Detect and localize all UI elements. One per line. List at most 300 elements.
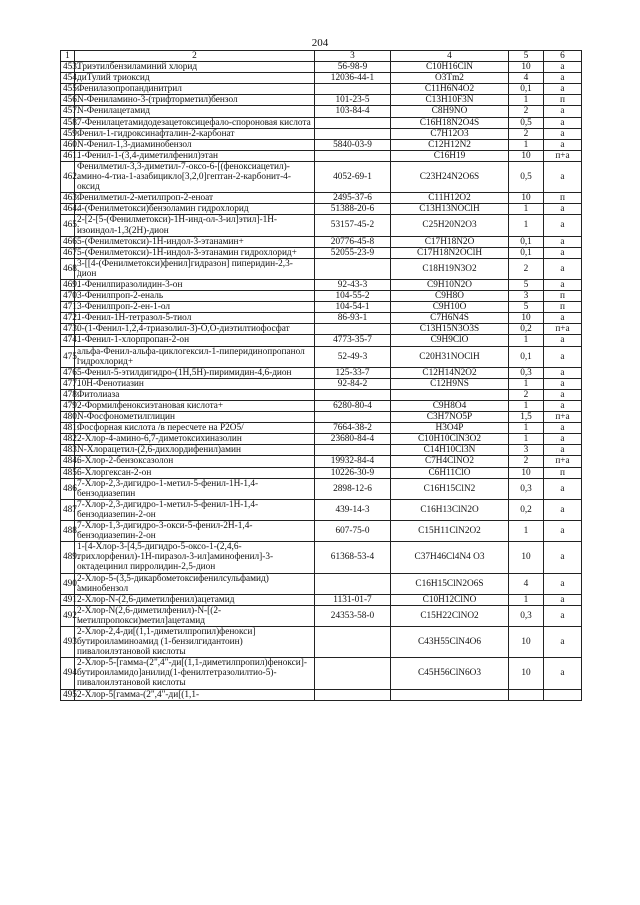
class-cell: a — [544, 658, 582, 689]
substance-name: 7-Хлор-2,3-дигидро-1-метил-5-фенил-1Н-1,4-бензодиазепин-2-он — [75, 499, 315, 520]
value-cell: 2 — [509, 106, 544, 117]
cas-number: 7664-38-2 — [315, 423, 391, 434]
cas-number: 51388-20-6 — [315, 204, 391, 215]
value-cell: 0,5 — [509, 161, 544, 192]
cas-number: 607-75-0 — [315, 521, 391, 542]
row-number: 460. — [61, 139, 75, 150]
class-cell: a — [544, 161, 582, 192]
row-number: 491. — [61, 594, 75, 605]
table-row — [61, 291, 582, 302]
cas-number — [315, 573, 391, 594]
class-cell: a — [544, 73, 582, 84]
substance-name: Фитолиаза — [75, 389, 315, 400]
substance-name: 10Н-Фенотиазин — [75, 378, 315, 389]
value-cell: 5 — [509, 279, 544, 290]
column-header: 1 — [61, 51, 75, 62]
row-number: 486. — [61, 478, 75, 499]
table-row — [61, 456, 582, 467]
chemical-formula: C13H13NOClH — [391, 204, 509, 215]
row-number: 453. — [61, 62, 75, 73]
value-cell: 0,5 — [509, 117, 544, 128]
cas-number: 20776-45-8 — [315, 236, 391, 247]
row-number: 471. — [61, 302, 75, 313]
table-row — [61, 215, 582, 236]
row-number: 466. — [61, 236, 75, 247]
chemical-formula — [391, 389, 509, 400]
chemical-formula: C12H9NS — [391, 378, 509, 389]
value-cell: 2 — [509, 258, 544, 279]
cas-number: 23680-84-4 — [315, 434, 391, 445]
chemical-formula: C8H9NO — [391, 106, 509, 117]
cas-number — [315, 412, 391, 423]
cas-number — [315, 658, 391, 689]
value-cell: 4 — [509, 573, 544, 594]
row-number: 454. — [61, 73, 75, 84]
table-row — [61, 434, 582, 445]
table-row — [61, 324, 582, 335]
row-number: 472. — [61, 313, 75, 324]
table-row — [61, 346, 582, 367]
substance-name: N-Фенил-1,3-диаминобензол — [75, 139, 315, 150]
row-number: 464. — [61, 204, 75, 215]
value-cell: 1 — [509, 521, 544, 542]
substance-name: N-Хлорацетил-(2,6-дихлордифенил)амин — [75, 445, 315, 456]
chemical-formula: C18H19N3O2 — [391, 258, 509, 279]
substance-name: 2-[2-[5-(Фенилметокси)-1Н-инд-ол-3-ил]этил]-1Н-изоиндол-1,3(2Н)-дион — [75, 215, 315, 236]
substance-name: 6-Хлоргексан-2-он — [75, 467, 315, 478]
value-cell: 10 — [509, 626, 544, 657]
value-cell: 1 — [509, 378, 544, 389]
table-row — [61, 204, 582, 215]
class-cell: a — [544, 401, 582, 412]
value-cell: 4 — [509, 73, 544, 84]
cas-number: 92-84-2 — [315, 378, 391, 389]
substance-name: 5-Фенил-5-этилдигидро-(1Н,5Н)-пиримидин-4,6-дион — [75, 367, 315, 378]
class-cell: a — [544, 258, 582, 279]
row-number: 485. — [61, 467, 75, 478]
class-cell: a — [544, 215, 582, 236]
class-cell: a — [544, 139, 582, 150]
value-cell: 10 — [509, 467, 544, 478]
chemical-formula: C20H31NOClH — [391, 346, 509, 367]
chemical-formula: C9H9ClO — [391, 335, 509, 346]
class-cell: a — [544, 128, 582, 139]
class-cell: a — [544, 279, 582, 290]
class-cell: п — [544, 467, 582, 478]
value-cell: 0,1 — [509, 247, 544, 258]
table-row — [61, 236, 582, 247]
class-cell: a — [544, 62, 582, 73]
chemical-formula: C16H15ClN2O6S — [391, 573, 509, 594]
table-row — [61, 117, 582, 128]
row-number: 458. — [61, 117, 75, 128]
table-row — [61, 573, 582, 594]
substance-name: Фенил-1-гидроксинафталин-2-карбонат — [75, 128, 315, 139]
table-row — [61, 313, 582, 324]
cas-number: 1131-01-7 — [315, 594, 391, 605]
substance-name: диТулий триоксид — [75, 73, 315, 84]
cas-number: 52055-23-9 — [315, 247, 391, 258]
class-cell: п+а — [544, 324, 582, 335]
substance-name: 2-Хлор-2,4-ди[(1,1-диметилпропил)фенокси] бутироиламиноамид (1-бензилгидантоин) пивалоилэтановой кислоты — [75, 626, 315, 657]
row-number: 455. — [61, 84, 75, 95]
row-number: 481. — [61, 423, 75, 434]
cas-number: 104-54-1 — [315, 302, 391, 313]
table-row — [61, 193, 582, 204]
chemical-formula: C16H13ClN2O — [391, 499, 509, 520]
chemical-formula: C14H10Cl3N — [391, 445, 509, 456]
column-header: 6 — [544, 51, 582, 62]
substance-name: Фенилметил-2-метилпроп-2-еноат — [75, 193, 315, 204]
value-cell: 1 — [509, 215, 544, 236]
class-cell: a — [544, 313, 582, 324]
class-cell: a — [544, 445, 582, 456]
table-row — [61, 401, 582, 412]
row-number: 492. — [61, 605, 75, 626]
cas-number: 4052-69-1 — [315, 161, 391, 192]
chemical-formula: O3Tm2 — [391, 73, 509, 84]
chemical-formula: H3O4P — [391, 423, 509, 434]
chemical-formula: C7H4ClNO2 — [391, 456, 509, 467]
row-number: 493. — [61, 626, 75, 657]
page-number: 204 — [311, 37, 329, 49]
value-cell: 10 — [509, 62, 544, 73]
class-cell: a — [544, 247, 582, 258]
substance-name: Фенилметил-3,3-диметил-7-оксо-6-[(феноксиацетил)-амино-4-тиа-1-азабицикло[3,2,0]гептан-2-карбонит-4-оксид — [75, 161, 315, 192]
chemical-formula: C43H55ClN4O6 — [391, 626, 509, 657]
class-cell: a — [544, 499, 582, 520]
class-cell: a — [544, 542, 582, 573]
table-row — [61, 689, 582, 700]
table-row — [61, 62, 582, 73]
cas-number: 12036-44-1 — [315, 73, 391, 84]
table-row — [61, 658, 582, 689]
cas-number — [315, 84, 391, 95]
row-number: 463. — [61, 193, 75, 204]
value-cell: 0,3 — [509, 367, 544, 378]
table-row — [61, 161, 582, 192]
value-cell: 1 — [509, 401, 544, 412]
row-number: 468. — [61, 258, 75, 279]
substance-name: 1-Фенилпиразолидин-3-он — [75, 279, 315, 290]
value-cell: 0,1 — [509, 346, 544, 367]
row-number: 477. — [61, 378, 75, 389]
table-header-row — [61, 51, 582, 62]
value-cell: 0,1 — [509, 236, 544, 247]
cas-number — [315, 258, 391, 279]
chemical-formula: C13H15N3O3S — [391, 324, 509, 335]
class-cell: a — [544, 84, 582, 95]
chemical-formula: C25H20N2O3 — [391, 215, 509, 236]
table-row — [61, 95, 582, 106]
class-cell: a — [544, 117, 582, 128]
cas-number: 56-98-9 — [315, 62, 391, 73]
substance-name: 1-Фенил-1-хлорпропан-2-он — [75, 335, 315, 346]
substance-name: Фенилазопропандинитрил — [75, 84, 315, 95]
chemical-formula: C45H56ClN6O3 — [391, 658, 509, 689]
row-number: 459. — [61, 128, 75, 139]
chemical-formula: C15H11ClN2O2 — [391, 521, 509, 542]
table-row — [61, 150, 582, 161]
class-cell: a — [544, 236, 582, 247]
chemical-formula: C3H7NO5P — [391, 412, 509, 423]
row-number: 478. — [61, 389, 75, 400]
cas-number: 2495-37-6 — [315, 193, 391, 204]
substance-name: 1-Фенил-1Н-тетразол-5-тиол — [75, 313, 315, 324]
table-row — [61, 521, 582, 542]
class-cell: a — [544, 594, 582, 605]
table-row — [61, 478, 582, 499]
row-number: 484. — [61, 456, 75, 467]
substance-name: 7-Хлор-1,3-дигидро-3-окси-5-фенил-2Н-1,4-бензодиазепин-2-он — [75, 521, 315, 542]
chemical-formula: C12H12N2 — [391, 139, 509, 150]
value-cell: 1 — [509, 204, 544, 215]
row-number: 461. — [61, 150, 75, 161]
substance-name: 6-Хлор-2-бензоксазолон — [75, 456, 315, 467]
class-cell: п — [544, 193, 582, 204]
value-cell: 3 — [509, 291, 544, 302]
value-cell: 3 — [509, 445, 544, 456]
chemical-formula: C10H16ClN — [391, 62, 509, 73]
row-number: 476. — [61, 367, 75, 378]
value-cell: 0,2 — [509, 324, 544, 335]
substance-name: N-Фосфонометилглицин — [75, 412, 315, 423]
substance-name: 2-Хлор-5[гамма-(2",4"-ди[(1,1- — [75, 689, 315, 700]
substance-name: 3-Фенилпроп-2-еналь — [75, 291, 315, 302]
table-row — [61, 279, 582, 290]
table-row — [61, 423, 582, 434]
chemical-formula: C7H12O3 — [391, 128, 509, 139]
class-cell: a — [544, 478, 582, 499]
value-cell: 2 — [509, 456, 544, 467]
chemical-formula: C10H12ClNO — [391, 594, 509, 605]
value-cell: 0,3 — [509, 478, 544, 499]
value-cell: 0,1 — [509, 84, 544, 95]
chemical-formula: C9H10O — [391, 302, 509, 313]
cas-number: 4773-35-7 — [315, 335, 391, 346]
cas-number — [315, 389, 391, 400]
substance-name: 0-(1-Фенил-1,2,4-триазолил-3)-О,О-диэтилтиофосфат — [75, 324, 315, 335]
value-cell: 10 — [509, 150, 544, 161]
cas-number: 19932-84-4 — [315, 456, 391, 467]
substance-name: N-Фенилацетамид — [75, 106, 315, 117]
substance-name: Триэтилбензиламиний хлорид — [75, 62, 315, 73]
chemical-formula: C23H24N2O6S — [391, 161, 509, 192]
chemical-formula: C9H10N2O — [391, 279, 509, 290]
substance-name: 5-(Фенилметокси)-1Н-индол-3-этанамин гидрохлорид+ — [75, 247, 315, 258]
substance-name: 7-Хлор-2,3-дигидро-1-метил-5-фенил-1Н-1,4-бензодиазепин — [75, 478, 315, 499]
class-cell: a — [544, 626, 582, 657]
substance-name: Фосфорная кислота /в пересчете на P2O5/ — [75, 423, 315, 434]
class-cell: п — [544, 291, 582, 302]
row-number: 465. — [61, 215, 75, 236]
row-number: 457. — [61, 106, 75, 117]
chemical-formula: C15H22ClNO2 — [391, 605, 509, 626]
class-cell: a — [544, 389, 582, 400]
table-row — [61, 594, 582, 605]
chemical-formula: C12H14N2O2 — [391, 367, 509, 378]
chemical-formula: C7H6N4S — [391, 313, 509, 324]
table-row — [61, 258, 582, 279]
table-row — [61, 128, 582, 139]
substance-name: 3-Фенилпроп-2-ен-1-ол — [75, 302, 315, 313]
value-cell: 10 — [509, 542, 544, 573]
class-cell: a — [544, 106, 582, 117]
value-cell: 2 — [509, 128, 544, 139]
cas-number — [315, 117, 391, 128]
cas-number — [315, 324, 391, 335]
chemical-formula: C17H18N2O — [391, 236, 509, 247]
substance-name: 2-Хлор-5-(3,5-дикарбометоксифенилсульфамид) аминобензол — [75, 573, 315, 594]
substance-name: 2-Хлор-4-амино-6,7-диметоксихиназолин — [75, 434, 315, 445]
cas-number: 86-93-1 — [315, 313, 391, 324]
cas-number: 125-33-7 — [315, 367, 391, 378]
table-row — [61, 412, 582, 423]
class-cell: a — [544, 346, 582, 367]
row-number: 488. — [61, 521, 75, 542]
cas-number: 101-23-5 — [315, 95, 391, 106]
value-cell — [509, 689, 544, 700]
row-number: 467. — [61, 247, 75, 258]
class-cell — [544, 689, 582, 700]
row-number: 462. — [61, 161, 75, 192]
cas-number — [315, 150, 391, 161]
table-row — [61, 247, 582, 258]
chemical-formula: C9H8O4 — [391, 401, 509, 412]
row-number: 479. — [61, 401, 75, 412]
column-header: 4 — [391, 51, 509, 62]
value-cell: 10 — [509, 193, 544, 204]
row-number: 494. — [61, 658, 75, 689]
class-cell: a — [544, 573, 582, 594]
row-number: 482. — [61, 434, 75, 445]
column-header: 2 — [75, 51, 315, 62]
substance-name: 1-Фенил-1-(3,4-диметилфенил)этан — [75, 150, 315, 161]
row-number: 456. — [61, 95, 75, 106]
substance-name: 1-[4-Хлор-3-[4,5-дигидро-5-оксо-1-(2,4,6-трихлорфенил)-1Н-пиразол-3-ил]аминофенил]-3-октадецинил пирролидин-2,5-дион — [75, 542, 315, 573]
cas-number: 104-55-2 — [315, 291, 391, 302]
cas-number — [315, 626, 391, 657]
table-row — [61, 84, 582, 95]
cas-number: 52-49-3 — [315, 346, 391, 367]
chemical-formula: C16H19 — [391, 150, 509, 161]
table-row — [61, 367, 582, 378]
chemical-formula: C13H10F3N — [391, 95, 509, 106]
row-number: 489. — [61, 542, 75, 573]
class-cell: a — [544, 521, 582, 542]
table-row — [61, 542, 582, 573]
value-cell: 1,5 — [509, 412, 544, 423]
class-cell: п+а — [544, 456, 582, 467]
cas-number: 61368-53-4 — [315, 542, 391, 573]
chemical-formula: C37H46Cl4N4 O3 — [391, 542, 509, 573]
class-cell: п+а — [544, 150, 582, 161]
value-cell: 1 — [509, 594, 544, 605]
class-cell: п — [544, 95, 582, 106]
row-number: 475. — [61, 346, 75, 367]
table-row — [61, 106, 582, 117]
class-cell: a — [544, 367, 582, 378]
chemical-formula — [391, 689, 509, 700]
row-number: 480. — [61, 412, 75, 423]
row-number: 483. — [61, 445, 75, 456]
cas-number: 92-43-3 — [315, 279, 391, 290]
cas-number: 24353-58-0 — [315, 605, 391, 626]
chemical-formula: C16H18N2O4S — [391, 117, 509, 128]
class-cell: a — [544, 605, 582, 626]
chemical-formula: C10H10ClN3O2 — [391, 434, 509, 445]
table-row — [61, 302, 582, 313]
table-row — [61, 378, 582, 389]
column-header: 5 — [509, 51, 544, 62]
class-cell: a — [544, 423, 582, 434]
cas-number: 5840-03-9 — [315, 139, 391, 150]
substance-name: 3-[[4-(Фенилметокси)фенил]гидразон] пиперидин-2,3-дион — [75, 258, 315, 279]
value-cell: 0,2 — [509, 499, 544, 520]
table-row — [61, 389, 582, 400]
cas-number: 103-84-4 — [315, 106, 391, 117]
row-number: 470. — [61, 291, 75, 302]
table-row — [61, 467, 582, 478]
substance-name: 2-Хлор-N(2,6-диметилфенил)-N-[(2-метилпропокси)метил]ацетамид — [75, 605, 315, 626]
substance-name: 4-(Фенилметокси)бензоламин гидрохлорид — [75, 204, 315, 215]
value-cell: 2 — [509, 389, 544, 400]
row-number: 473. — [61, 324, 75, 335]
class-cell: a — [544, 335, 582, 346]
class-cell: п+а — [544, 412, 582, 423]
substance-name: альфа-Фенил-альфа-циклогексил-1-пиперидинопропанол гидрохлорид+ — [75, 346, 315, 367]
table-row — [61, 445, 582, 456]
value-cell: 1 — [509, 423, 544, 434]
row-number: 469. — [61, 279, 75, 290]
cas-number — [315, 445, 391, 456]
table-row — [61, 73, 582, 84]
substances-table — [60, 50, 582, 701]
column-header: 3 — [315, 51, 391, 62]
table-row — [61, 139, 582, 150]
value-cell: 10 — [509, 658, 544, 689]
table-row — [61, 626, 582, 657]
class-cell: a — [544, 204, 582, 215]
chemical-formula: C17H18N2OClH — [391, 247, 509, 258]
substance-name: 2-Хлор-N-(2,6-диметилфенил)ацетамид — [75, 594, 315, 605]
value-cell: 1 — [509, 139, 544, 150]
cas-number: 2898-12-6 — [315, 478, 391, 499]
table-row — [61, 335, 582, 346]
substance-name: 2-Хлор-5-[гамма-(2",4"-ди[(1,1-диметилпропил)фенокси]-бутироиламидо]анилид(1-фенилтетразолилтио-5)-пивалоилэтановой кислоты — [75, 658, 315, 689]
value-cell: 10 — [509, 313, 544, 324]
class-cell: a — [544, 434, 582, 445]
value-cell: 5 — [509, 302, 544, 313]
cas-number — [315, 689, 391, 700]
row-number: 474. — [61, 335, 75, 346]
chemical-formula: C9H8O — [391, 291, 509, 302]
cas-number — [315, 128, 391, 139]
chemical-formula: C11H12O2 — [391, 193, 509, 204]
value-cell: 1 — [509, 434, 544, 445]
chemical-formula: C11H6N4O2 — [391, 84, 509, 95]
class-cell: п — [544, 302, 582, 313]
value-cell: 1 — [509, 95, 544, 106]
row-number: 495. — [61, 689, 75, 700]
chemical-formula: C16H15ClN2 — [391, 478, 509, 499]
cas-number: 6280-80-4 — [315, 401, 391, 412]
substance-name: N-Фениламино-3-(трифторметил)бензол — [75, 95, 315, 106]
cas-number: 53157-45-2 — [315, 215, 391, 236]
class-cell: a — [544, 378, 582, 389]
substance-name: 5-(Фенилметокси)-1Н-индол-3-этанамин+ — [75, 236, 315, 247]
cas-number: 10226-30-9 — [315, 467, 391, 478]
